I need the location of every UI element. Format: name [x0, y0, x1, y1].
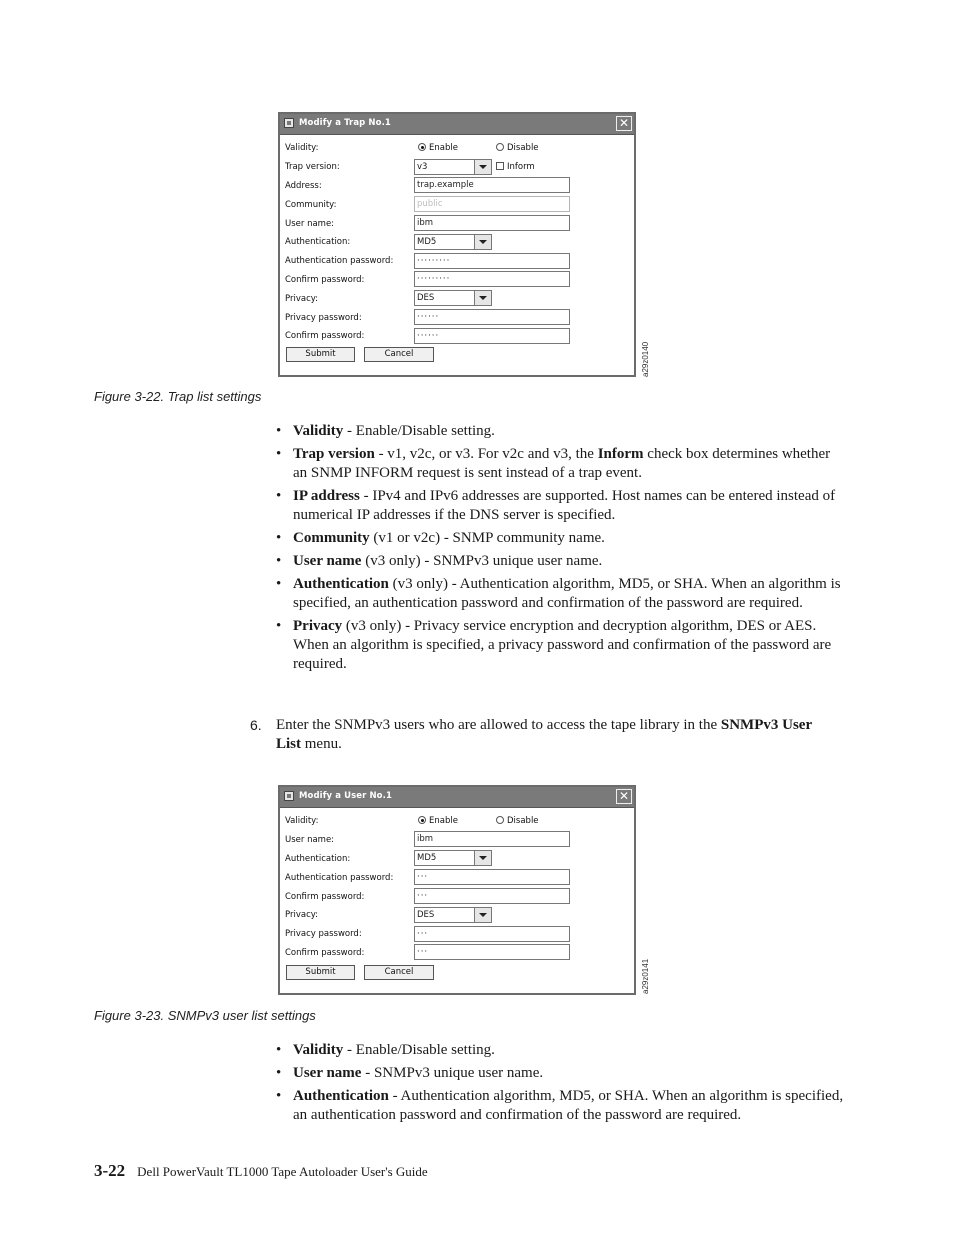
privacy-label: Privacy:: [285, 294, 319, 304]
validity-label: Validity:: [285, 143, 319, 153]
list-item: • Trap version - v1, v2c, or v3. For v2c and v3, the Inform check box determines whether an SNMP INFORM request is sent instead of a trap event.: [276, 446, 831, 481]
inform-checkbox[interactable]: [496, 162, 535, 172]
trap-dialog: [278, 112, 636, 377]
chevron-down-icon: [474, 160, 491, 174]
confirm-password2-label: Confirm password:: [285, 331, 365, 341]
enable-radio[interactable]: [418, 143, 458, 153]
community-label: Community:: [285, 200, 337, 210]
privacy-select[interactable]: [414, 290, 492, 306]
privacy-select[interactable]: [414, 907, 492, 923]
list-item: • User name (v3 only) - SNMPv3 unique user name.: [276, 553, 603, 569]
user-name-input[interactable]: ibm: [414, 215, 570, 231]
page-number: 3-22: [94, 1161, 126, 1180]
figure-code: a29z0140: [641, 341, 650, 377]
auth-password-label: Authentication password:: [285, 873, 394, 883]
submit-button[interactable]: Submit: [286, 347, 355, 362]
radio-selected-icon: [418, 143, 426, 151]
address-input[interactable]: trap.example: [414, 177, 570, 193]
user-name-label: User name:: [285, 219, 335, 229]
auth-password-label: Authentication password:: [285, 256, 394, 266]
list-item: • Authentication - Authentication algorithm, MD5, or SHA. When an algorithm is specified, an authentication password and confirmation of the password are required.: [276, 1088, 844, 1123]
authentication-value: MD5: [417, 237, 437, 247]
cancel-button[interactable]: Cancel: [364, 347, 434, 362]
close-icon[interactable]: ✕: [616, 116, 632, 131]
list-item: • User name - SNMPv3 unique user name.: [276, 1065, 544, 1081]
user-dialog-titlebar: [280, 787, 634, 808]
inform-label: Inform: [507, 162, 535, 172]
confirm-password-input[interactable]: ···: [414, 888, 570, 904]
privacy-password-label: Privacy password:: [285, 313, 362, 323]
figure-code: a29z0141: [641, 958, 650, 994]
privacy-label: Privacy:: [285, 910, 319, 920]
confirm-password2-input[interactable]: ···: [414, 944, 570, 960]
authentication-value: MD5: [417, 853, 437, 863]
chevron-down-icon: [474, 235, 491, 249]
address-label: Address:: [285, 181, 322, 191]
user-name-input[interactable]: ibm: [414, 831, 570, 847]
radio-selected-icon: [418, 816, 426, 824]
validity-label: Validity:: [285, 816, 319, 826]
list-item: • IP address - IPv4 and IPv6 addresses are supported. Host names can be entered instead of numerical IP addresses if the DNS server is specified.: [276, 488, 836, 523]
disable-label: Disable: [507, 816, 539, 826]
list-item: • Community (v1 or v2c) - SNMP community name.: [276, 530, 605, 546]
privacy-password-input[interactable]: ···: [414, 926, 570, 942]
checkbox-icon: [496, 162, 504, 170]
authentication-select[interactable]: [414, 850, 492, 866]
confirm-password-label: Confirm password:: [285, 892, 365, 902]
authentication-select[interactable]: [414, 234, 492, 250]
step-number: 6.: [250, 717, 262, 733]
disable-label: Disable: [507, 143, 539, 153]
enable-label: Enable: [429, 816, 458, 826]
list-item: • Authentication (v3 only) - Authentication algorithm, MD5, or SHA. When an algorithm is specified, an authentication password and confirmation of the password are required.: [276, 576, 841, 611]
trap-dialog-title: Modify a Trap No.1: [299, 118, 391, 128]
disable-radio[interactable]: [496, 143, 539, 153]
enable-label: Enable: [429, 143, 458, 153]
user-name-label: User name:: [285, 835, 335, 845]
privacy-password-label: Privacy password:: [285, 929, 362, 939]
chevron-down-icon: [474, 851, 491, 865]
authentication-label: Authentication:: [285, 854, 351, 864]
auth-password-input[interactable]: ·········: [414, 253, 570, 269]
submit-button[interactable]: Submit: [286, 965, 355, 980]
page-footer: [94, 1161, 428, 1181]
authentication-label: Authentication:: [285, 237, 351, 247]
close-icon[interactable]: ✕: [616, 789, 632, 804]
cancel-button[interactable]: Cancel: [364, 965, 434, 980]
window-icon: [284, 791, 294, 801]
confirm-password-label: Confirm password:: [285, 275, 365, 285]
auth-password-input[interactable]: ···: [414, 869, 570, 885]
list-item: • Validity - Enable/Disable setting.: [276, 423, 495, 439]
radio-unselected-icon: [496, 143, 504, 151]
privacy-value: DES: [417, 910, 435, 920]
trap-version-select[interactable]: [414, 159, 492, 175]
privacy-password-input[interactable]: ······: [414, 309, 570, 325]
list-item: • Privacy (v3 only) - Privacy service encryption and decryption algorithm, DES or AES. When an algorithm is specified, a privacy password and confirmation of the password are required.: [276, 618, 832, 672]
chevron-down-icon: [474, 291, 491, 305]
step-text: Enter the SNMPv3 users who are allowed to access the tape library in the SNMPv3 User List menu.: [276, 717, 812, 752]
enable-radio[interactable]: [418, 816, 458, 826]
trap-version-label: Trap version:: [285, 162, 340, 172]
trap-version-value: v3: [417, 162, 428, 172]
community-input[interactable]: public: [414, 196, 570, 212]
radio-unselected-icon: [496, 816, 504, 824]
user-settings-list: [274, 1041, 844, 1129]
doc-title: Dell PowerVault TL1000 Tape Autoloader User's Guide: [137, 1164, 428, 1179]
confirm-password2-label: Confirm password:: [285, 948, 365, 958]
trap-dialog-titlebar: [280, 114, 634, 135]
user-dialog-title: Modify a User No.1: [299, 791, 392, 801]
user-dialog: [278, 785, 636, 995]
disable-radio[interactable]: [496, 816, 539, 826]
trap-settings-list: [274, 422, 844, 678]
confirm-password2-input[interactable]: ······: [414, 328, 570, 344]
confirm-password-input[interactable]: ·········: [414, 271, 570, 287]
list-item: • Validity - Enable/Disable setting.: [276, 1042, 495, 1058]
chevron-down-icon: [474, 908, 491, 922]
privacy-value: DES: [417, 293, 435, 303]
figure-caption: Figure 3-22. Trap list settings: [94, 389, 262, 404]
window-icon: [284, 118, 294, 128]
figure-caption: Figure 3-23. SNMPv3 user list settings: [94, 1008, 316, 1023]
